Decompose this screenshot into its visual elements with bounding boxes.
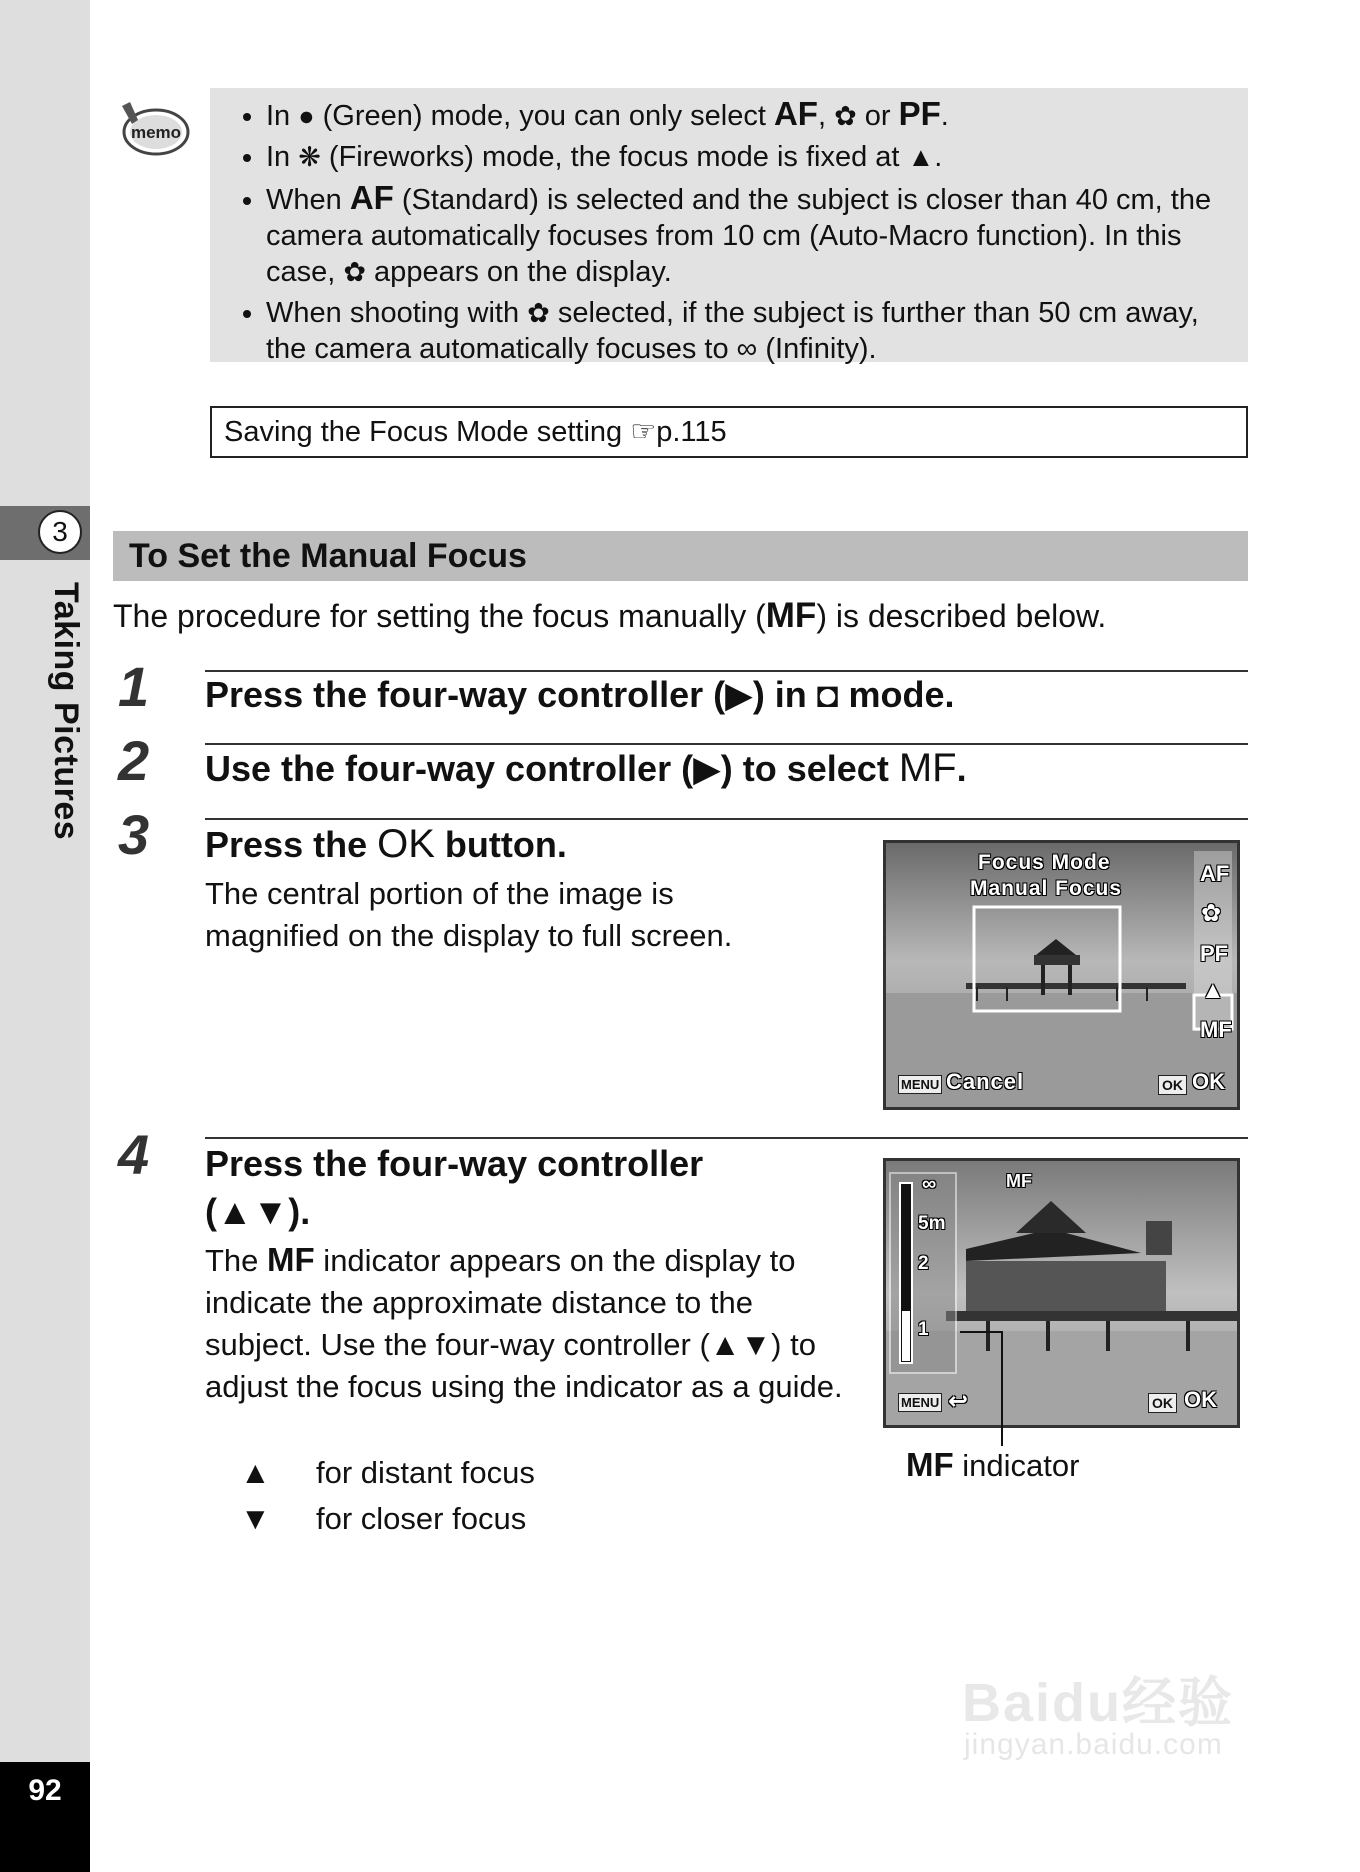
mf-indicator-caption: MF indicator <box>906 1446 1080 1483</box>
down-arrow-icon: ▼ <box>240 1501 271 1536</box>
section-title: To Set the Manual Focus <box>113 531 1248 581</box>
reference-box <box>210 406 1248 458</box>
step-divider <box>205 1137 1248 1139</box>
step-divider <box>205 743 1248 745</box>
mountain-icon: ▲ <box>907 142 935 172</box>
scale-5m: 5m <box>918 1213 946 1234</box>
ok-button-label: OK <box>1148 1393 1177 1413</box>
screen-1-title-2: Manual Focus <box>970 877 1123 900</box>
memo-icon-label: memo <box>130 123 182 142</box>
section-intro: The procedure for setting the focus manually (MF) is described below. <box>113 596 1107 635</box>
camera-screen-mf-indicator <box>883 1158 1240 1428</box>
step-1-title: Press the four-way controller (▶) in ◘ mode. <box>205 674 955 715</box>
back-icon[interactable]: ↩ <box>948 1388 969 1415</box>
menu-item-macro-icon[interactable]: ✿ <box>1201 900 1222 927</box>
scale-1: 1 <box>918 1319 929 1340</box>
menu-item-mf[interactable]: MF <box>1200 1017 1232 1042</box>
macro-icon: ✿ <box>834 101 857 131</box>
menu-item-pf[interactable]: PF <box>1200 941 1229 966</box>
menu-item-af[interactable]: AF <box>1200 861 1230 886</box>
right-arrow-icon: ▶ <box>725 674 753 715</box>
reference-text: Saving the Focus Mode setting <box>224 416 623 448</box>
scale-infinity: ∞ <box>922 1173 937 1195</box>
macro-icon: ✿ <box>343 257 366 287</box>
ok-button-glyph: OK <box>377 822 435 866</box>
memo-bullet-4: • When shooting with ✿ selected, if the subject is further than 50 cm away, the camera automatically focuses to ∞ (Infinity). <box>266 295 1236 367</box>
cancel-label[interactable]: Cancel <box>946 1069 1025 1094</box>
chapter-sidebar <box>0 0 90 1872</box>
ok-label[interactable]: OK <box>1184 1387 1217 1412</box>
screen-2-photo <box>886 1161 1237 1425</box>
baidu-watermark-url: jingyan.baidu.com <box>964 1728 1223 1761</box>
memo-bullet-1: • In ● (Green) mode, you can only select AF, ✿ or PF. <box>266 96 1236 134</box>
fireworks-icon: ❋ <box>298 142 321 172</box>
ok-label[interactable]: OK <box>1192 1069 1225 1094</box>
memo-bullet-2: • In ❋ (Fireworks) mode, the focus mode is fixed at ▲. <box>266 139 1236 175</box>
step-3-body: The central portion of the image is magnified on the display to full screen. <box>205 876 733 953</box>
macro-icon: ✿ <box>527 298 550 328</box>
page-number: 92 <box>28 1774 62 1807</box>
reference-page[interactable]: p.115 <box>656 416 727 448</box>
baidu-watermark: Baidu经验 <box>962 1673 1235 1733</box>
camera-screen-focus-mode <box>883 840 1240 1110</box>
step-4-number: 4 <box>118 1123 150 1186</box>
screen-1-title-1: Focus Mode <box>978 851 1111 874</box>
step-4-title: Press the four-way controller (▲▼). <box>205 1143 704 1232</box>
up-arrow-icon: ▲ <box>240 1455 271 1490</box>
scale-2: 2 <box>918 1253 929 1274</box>
screen-2-mf-label: MF <box>1006 1171 1032 1191</box>
right-arrow-icon: ▶ <box>693 748 721 789</box>
ok-button-label: OK <box>1158 1075 1187 1095</box>
chapter-title: Taking Pictures <box>47 582 85 841</box>
step-divider <box>205 818 1248 820</box>
closer-focus-row: ▼ for closer focus <box>240 1501 527 1536</box>
reference-icon: ☞ <box>630 416 657 448</box>
memo-box <box>210 88 1248 365</box>
indicator-leader-line <box>960 1320 1010 1450</box>
menu-button-label: MENU <box>898 1393 942 1412</box>
green-mode-icon: ● <box>298 101 315 131</box>
camera-icon: ◘ <box>816 674 839 715</box>
menu-item-infinity-icon[interactable]: ▲ <box>1201 977 1225 1004</box>
step-3-number: 3 <box>118 803 150 866</box>
step-1-number: 1 <box>118 655 150 718</box>
step-2-number: 2 <box>118 729 150 792</box>
step-3-title: Press the OK button. <box>205 822 567 866</box>
chapter-number: 3 <box>38 510 82 554</box>
step-4-body: The MF indicator appears on the display to indicate the approximate distance to the subject. Use the four-way controller (▲▼) to adjust the focus using the indicator as a guide. <box>205 1241 843 1404</box>
step-2-title: Use the four-way controller (▶) to select MF. <box>205 746 967 790</box>
step-divider <box>205 670 1248 672</box>
memo-icon <box>118 98 190 158</box>
distant-focus-row: ▲ for distant focus <box>240 1455 535 1490</box>
menu-button-label: MENU <box>898 1075 942 1094</box>
memo-bullet-3: • When AF (Standard) is selected and the subject is closer than 40 cm, the camera automatically focuses from 10 cm (Auto-Macro function). In this case, ✿ appears on the display. <box>266 180 1236 290</box>
